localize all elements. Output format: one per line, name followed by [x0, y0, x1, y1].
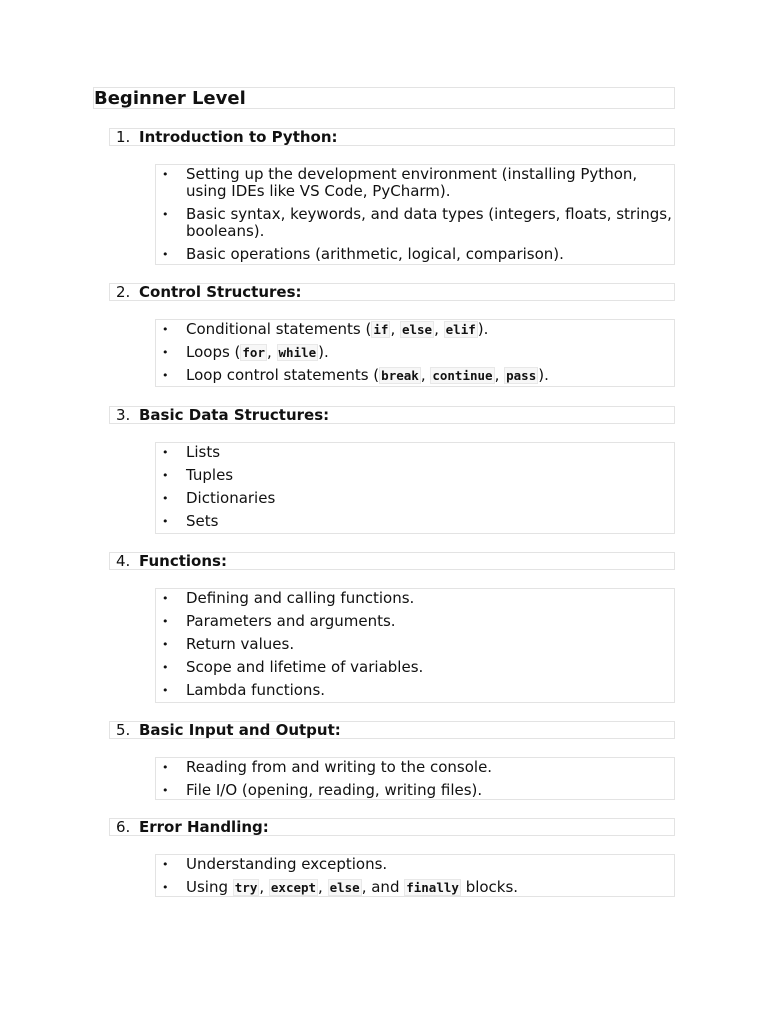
list-item: [156, 367, 674, 384]
level-heading-text: Beginner Level: [94, 88, 246, 109]
list-item: [156, 321, 674, 338]
list-item: [156, 344, 674, 361]
section-title: Basic Data Structures:: [139, 406, 330, 424]
section-title: Basic Input and Output:: [139, 721, 341, 739]
section-6-list: [155, 854, 675, 897]
code-keyword: finally: [406, 880, 459, 895]
code-keyword: for: [242, 345, 265, 360]
list-item-text: Understanding exceptions.: [186, 855, 388, 873]
code-keyword: else: [401, 322, 433, 337]
bullet-icon: •: [162, 881, 169, 894]
bullet-icon: •: [162, 469, 169, 482]
list-item-text: Dictionaries: [186, 489, 276, 507]
separator: ,: [494, 366, 505, 384]
section-5-list: [155, 757, 675, 800]
section-title: Functions:: [139, 552, 227, 570]
bullet-icon: •: [162, 858, 169, 871]
separator: , and: [361, 878, 405, 896]
code-keyword: try: [234, 880, 258, 895]
code-keyword: except: [270, 880, 317, 895]
section-3-list: [155, 442, 675, 534]
list-item-text: Sets: [186, 512, 219, 530]
list-item-text: Tuples: [186, 466, 234, 484]
list-item: [156, 490, 674, 507]
list-item-end: ).: [477, 320, 489, 338]
section-3-header: [109, 406, 675, 424]
bullet-icon: •: [162, 515, 169, 528]
bullet-icon: •: [162, 346, 169, 359]
code-keyword: elif: [445, 322, 476, 337]
list-item: [156, 590, 674, 607]
code-keyword: while: [278, 345, 317, 360]
separator: ,: [266, 343, 277, 361]
separator: ,: [420, 366, 431, 384]
list-item-text: Loops (: [186, 343, 241, 361]
list-item: [156, 166, 674, 200]
section-4-header: [109, 552, 675, 570]
list-item-text: Scope and lifetime of variables.: [186, 658, 424, 676]
bullet-icon: •: [162, 168, 169, 181]
code-keyword: continue: [432, 368, 493, 383]
section-1-header: [109, 128, 675, 146]
separator: ,: [390, 320, 400, 338]
section-6-header: [109, 818, 675, 836]
list-item-text: Lambda functions.: [186, 681, 326, 699]
bullet-icon: •: [162, 369, 169, 382]
list-item-text: Defining and calling functions.: [186, 589, 415, 607]
bullet-icon: •: [162, 684, 169, 697]
bullet-icon: •: [162, 446, 169, 459]
list-item-end: ).: [318, 343, 329, 361]
section-number: 4.: [116, 552, 131, 570]
list-item: [156, 659, 674, 676]
list-item: [156, 467, 674, 484]
list-item-end: blocks.: [460, 878, 519, 896]
separator: ,: [434, 320, 444, 338]
list-item: [156, 782, 674, 799]
section-5-header: [109, 721, 675, 739]
bullet-icon: •: [162, 761, 169, 774]
bullet-icon: •: [162, 592, 169, 605]
section-number: 1.: [116, 128, 131, 146]
bullet-icon: •: [162, 784, 169, 797]
bullet-icon: •: [162, 615, 169, 628]
list-item: [156, 682, 674, 699]
bullet-icon: •: [162, 638, 169, 651]
section-title: Control Structures:: [139, 283, 302, 301]
list-item-text: Basic operations (arithmetic, logical, comparison).: [186, 245, 564, 263]
section-number: 3.: [116, 406, 131, 424]
list-item-end: ).: [538, 366, 549, 384]
section-number: 5.: [116, 721, 131, 739]
code-keyword: else: [329, 880, 360, 895]
section-number: 6.: [116, 818, 131, 836]
list-item-text: Lists: [186, 443, 221, 461]
bullet-icon: •: [162, 208, 169, 221]
list-item: [156, 513, 674, 530]
list-item: [156, 444, 674, 461]
section-number: 2.: [116, 283, 131, 301]
level-heading: [93, 87, 675, 109]
section-title: Error Handling:: [139, 818, 269, 836]
list-item-text: Conditional statements (: [186, 320, 372, 338]
section-title: Introduction to Python:: [139, 128, 338, 146]
code-keyword: if: [373, 322, 389, 337]
list-item-text: Using: [186, 878, 233, 896]
separator: ,: [318, 878, 328, 896]
section-2-header: [109, 283, 675, 301]
list-item-text: File I/O (opening, reading, writing files).: [186, 781, 483, 799]
list-item: [156, 246, 674, 263]
code-keyword: pass: [506, 368, 537, 383]
list-item: [156, 206, 674, 240]
list-item: [156, 759, 674, 776]
list-item-text: Parameters and arguments.: [186, 612, 396, 630]
separator: ,: [259, 878, 269, 896]
section-2-list: [155, 319, 675, 387]
section-4-list: [155, 588, 675, 703]
bullet-icon: •: [162, 492, 169, 505]
list-item: [156, 879, 674, 896]
list-item: [156, 613, 674, 630]
code-keyword: break: [381, 368, 419, 383]
list-item-text: Basic syntax, keywords, and data types (integers, floats, strings, booleans).: [186, 205, 672, 240]
list-item-text: Loop control statements (: [186, 366, 380, 384]
list-item-text: Reading from and writing to the console.: [186, 758, 493, 776]
list-item: [156, 856, 674, 873]
bullet-icon: •: [162, 323, 169, 336]
list-item: [156, 636, 674, 653]
list-item-text: Setting up the development environment (installing Python, using IDEs like VS Code, PyCharm).: [186, 165, 638, 200]
bullet-icon: •: [162, 248, 169, 261]
list-item-text: Return values.: [186, 635, 295, 653]
bullet-icon: •: [162, 661, 169, 674]
section-1-list: [155, 164, 675, 265]
